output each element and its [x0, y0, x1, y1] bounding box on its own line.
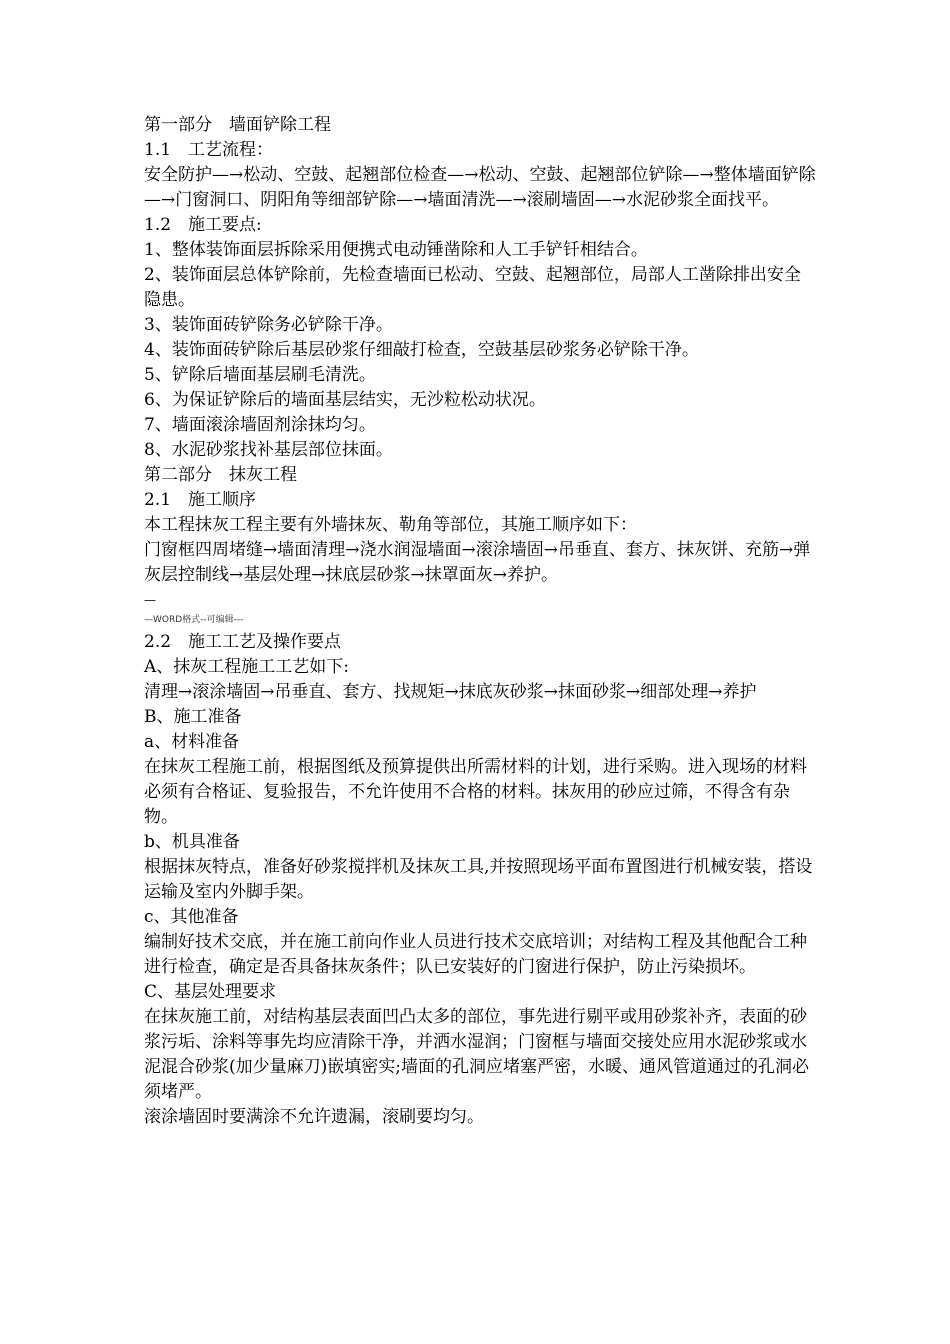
- other-prep-text: 编制好技术交底，并在施工前向作业人员进行技术交底培训；对结构工程及其他配合工种进行检查，确定是否具备抹灰条件；队已安装好的门窗进行保护，防止污染损坏。: [144, 932, 807, 977]
- subsection-c-text: 在抹灰施工前，对结构基层表面凹凸太多的部位，事先进行剔平或用砂浆补齐，表面的砂浆污垢、涂料等事先均应清除干净，并洒水湿润；门窗框与墙面交接处应用水泥砂浆或水泥混合砂浆(加少量麻刀)嵌填密实;墙面的孔洞应堵塞严密，水暖、通风管道通过的孔洞必须堵严。: [144, 1007, 809, 1102]
- section-1-1-heading: 1.1 工艺流程：: [144, 140, 274, 160]
- equipment-prep-text: 根据抹灰特点，准备好砂浆搅拌机及抹灰工具,并按照现场平面布置图进行机械安装，搭设运输及室内外脚手架。: [144, 857, 813, 902]
- point-7: 7、墙面滚涂墙固剂涂抹均匀。: [144, 415, 376, 435]
- part2-title: 第二部分 抹灰工程: [144, 465, 297, 485]
- section-2-1-intro: 本工程抹灰工程主要有外墙抹灰、勒角等部位，其施工顺序如下：: [144, 515, 637, 535]
- material-prep-heading: a、材料准备: [144, 732, 240, 752]
- equipment-prep-heading: b、机具准备: [144, 832, 240, 852]
- subsection-b-heading: B、施工准备: [144, 707, 242, 727]
- section-2-1-heading: 2.1 施工顺序: [144, 490, 257, 510]
- point-6: 6、为保证铲除后的墙面基层结实，无沙粒松动状况。: [144, 390, 546, 410]
- document-page: [144, 113, 816, 1130]
- subsection-a-heading: A、抹灰工程施工工艺如下:: [144, 657, 350, 677]
- subsection-a-flow: 清理→滚涂墙固→吊垂直、套方、找规矩→抹底灰砂浆→抹面砂浆→细部处理→养护: [144, 682, 757, 702]
- subsection-c-heading: C、基层处理要求: [144, 982, 277, 1002]
- subsection-c-text-2: 滚涂墙固时要满涂不允许遗漏，滚刷要均匀。: [144, 1107, 484, 1127]
- point-8: 8、水泥砂浆找补基层部位抹面。: [144, 440, 393, 460]
- part1-title: 第一部分 墙面铲除工程: [144, 115, 331, 135]
- footer-divider: —: [144, 593, 156, 607]
- other-prep-heading: c、其他准备: [144, 907, 239, 927]
- point-5: 5、铲除后墙面基层刷毛清洗。: [144, 365, 376, 385]
- material-prep-text: 在抹灰工程施工前，根据图纸及预算提供出所需材料的计划，进行采购。进入现场的材料必须有合格证、复验报告，不允许使用不合格的材料。抹灰用的砂应过筛，不得含有杂物。: [144, 757, 807, 827]
- section-2-1-flow: 门窗框四周堵缝→墙面清理→浇水润湿墙面→滚涂墙固→吊垂直、套方、抹灰饼、充筋→弹灰层控制线→基层处理→抹底层砂浆→抹罩面灰→养护。: [144, 540, 811, 585]
- point-2: 2、装饰面层总体铲除前，先检查墙面已松动、空鼓、起翘部位，局部人工凿除排出安全隐患。: [144, 265, 801, 310]
- point-4: 4、装饰面砖铲除后基层砂浆仔细敲打检查，空鼓基层砂浆务必铲除干净。: [144, 340, 699, 360]
- section-1-1-flow: 安全防护—→松动、空鼓、起翘部位检查—→松动、空鼓、起翘部位铲除—→整体墙面铲除—→门窗洞口、阴阳角等细部铲除—→墙面清洗—→滚刷墙固—→水泥砂浆全面找平。: [144, 165, 816, 210]
- footer-note: —WORD格式--可编辑---: [144, 615, 244, 625]
- section-1-2-heading: 1.2 施工要点:: [144, 215, 262, 235]
- point-3: 3、装饰面砖铲除务必铲除干净。: [144, 315, 393, 335]
- point-1: 1、整体装饰面层拆除采用便携式电动锤凿除和人工手铲钎相结合。: [144, 240, 648, 260]
- section-2-2-heading: 2.2 施工工艺及操作要点: [144, 632, 342, 652]
